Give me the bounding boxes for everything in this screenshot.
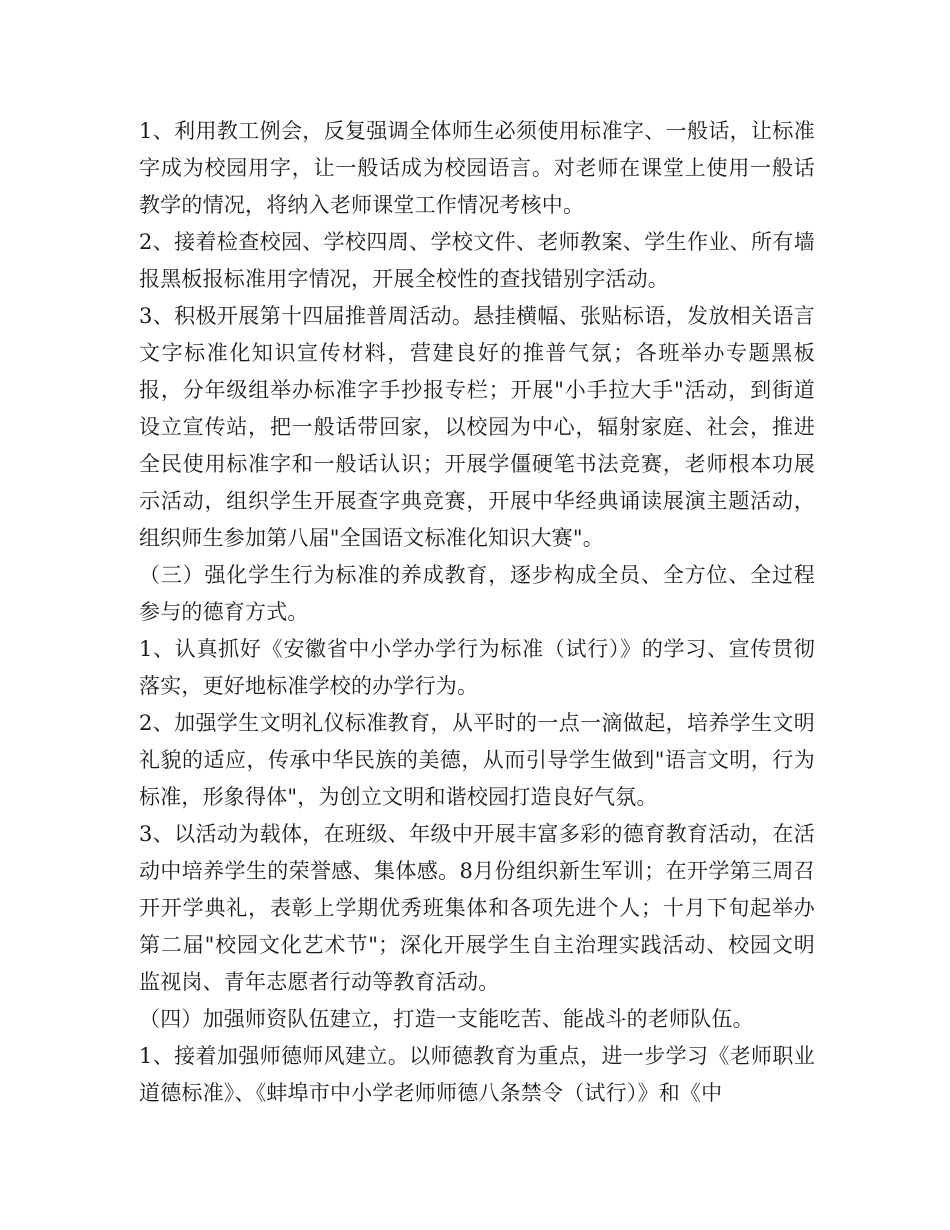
paragraph-section3-item3: 3、以活动为载体，在班级、年级中开展丰富多彩的德育教育活动，在活动中培养学生的荣誉感、集体感。8月份组织新生军训；在开学第三周召开开学典礼，表彰上学期优秀班集体和各项先进个人；十月下旬起举办第二届"校园文化艺术节"；深化开展学生自主治理实践活动、校园文明监视岗、青年志愿者行动等教育活动。 <box>139 822 815 994</box>
paragraph-3-promotion-week: 3、积极开展第十四届推普周活动。悬挂横幅、张贴标语，发放相关语言文字标准化知识宣传材料，营建良好的推普气氛；各班举办专题黑板报，分年级组举办标准字手抄报专栏；开展"小手拉大手"活动，到街道设立宣传站，把一般话带回家，以校园为中心，辐射家庭、社会，推进全民使用标准字和一般话认识；开展学僵硬笔书法竞赛，老师根本功展示活动，组织学生开展查字典竞赛，开展中华经典诵读展演主题活动，组织师生参加第八届"全国语文标准化知识大赛"。 <box>139 304 815 550</box>
document-body <box>139 113 815 1112</box>
section-heading-3: （三）强化学生行为标准的养成教育，逐步构成全员、全方位、全过程参与的德育方式。 <box>139 563 815 624</box>
paragraph-section4-item1: 1、接着加强师德师风建立。以师德教育为重点，进一步学习《老师职业道德标准》、《蚌埠市中小学老师师德八条禁令（试行）》和《中 <box>139 1044 815 1105</box>
paragraph-2-check-campus: 2、接着检查校园、学校四周、学校文件、老师教案、学生作业、所有墙报黑板报标准用字情况，开展全校性的查找错别字活动。 <box>139 230 815 291</box>
section-heading-4: （四）加强师资队伍建立，打造一支能吃苦、能战斗的老师队伍。 <box>139 1007 754 1031</box>
paragraph-section3-item1: 1、认真抓好《安徽省中小学办学行为标准（试行）》的学习、宣传贯彻落实，更好地标准学校的办学行为。 <box>139 637 815 698</box>
paragraph-section3-item2: 2、加强学生文明礼仪标准教育，从平时的一点一滴做起，培养学生文明礼貌的适应，传承中华民族的美德，从而引导学生做到"语言文明，行为标准，形象得体"，为创立文明和谐校园打造良好气氛。 <box>139 711 815 809</box>
paragraph-1-standard-characters: 1、利用教工例会，反复强调全体师生必须使用标准字、一般话，让标准字成为校园用字，让一般话成为校园语言。对老师在课堂上使用一般话教学的情况，将纳入老师课堂工作情况考核中。 <box>139 119 815 217</box>
